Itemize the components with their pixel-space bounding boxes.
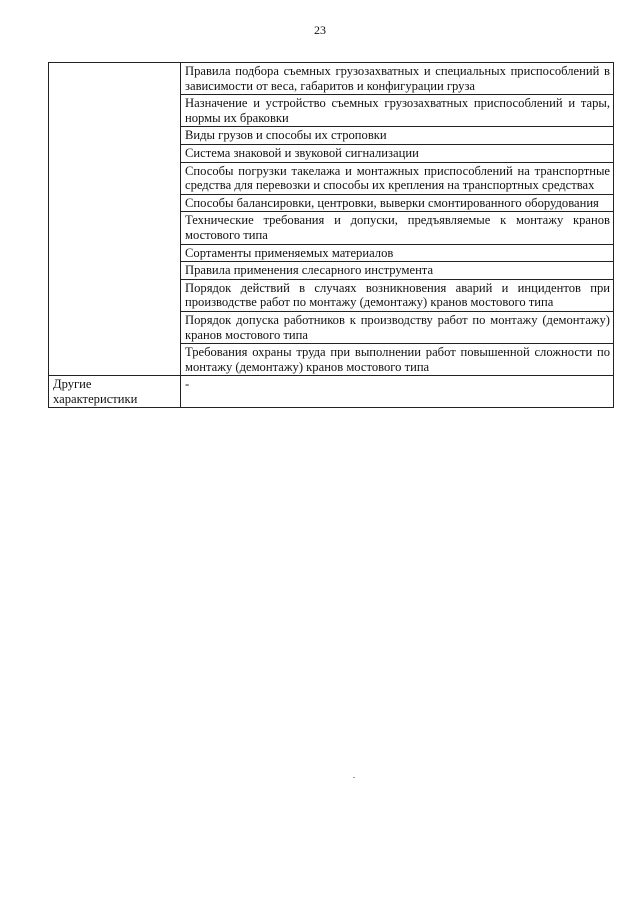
empty-label-cell <box>49 63 181 376</box>
knowledge-item: Способы погрузки такелажа и монтажных приспособлений на транспортные средства для перевозки и способы их крепления на транспортных средствах <box>181 162 614 194</box>
knowledge-item: Сортаменты применяемых материалов <box>181 244 614 262</box>
table-row <box>49 63 614 95</box>
scan-speck <box>353 777 355 778</box>
requirements-table <box>48 62 614 408</box>
other-characteristics-value: - <box>181 376 614 408</box>
knowledge-item: Система знаковой и звуковой сигнализации <box>181 144 614 162</box>
knowledge-item: Виды грузов и способы их строповки <box>181 127 614 145</box>
knowledge-item: Назначение и устройство съемных грузозахватных приспособлений и тары, нормы их браковки <box>181 95 614 127</box>
knowledge-item: Правила применения слесарного инструмента <box>181 262 614 280</box>
knowledge-item: Способы балансировки, центровки, выверки смонтированного оборудования <box>181 194 614 212</box>
other-characteristics-label: Другие характеристики <box>49 376 181 408</box>
knowledge-item: Правила подбора съемных грузозахватных и специальных приспособлений в зависимости от веса, габаритов и конфигурации груза <box>181 63 614 95</box>
table-row <box>49 376 614 408</box>
knowledge-item: Технические требования и допуски, предъявляемые к монтажу кранов мостового типа <box>181 212 614 244</box>
knowledge-item: Порядок допуска работников к производству работ по монтажу (демонтажу) кранов мостового типа <box>181 311 614 343</box>
knowledge-item: Требования охраны труда при выполнении работ повышенной сложности по монтажу (демонтажу) кранов мостового типа <box>181 344 614 376</box>
page-number: 23 <box>314 23 326 37</box>
knowledge-item: Порядок действий в случаях возникновения аварий и инцидентов при производстве работ по монтажу (демонтажу) кранов мостового типа <box>181 279 614 311</box>
